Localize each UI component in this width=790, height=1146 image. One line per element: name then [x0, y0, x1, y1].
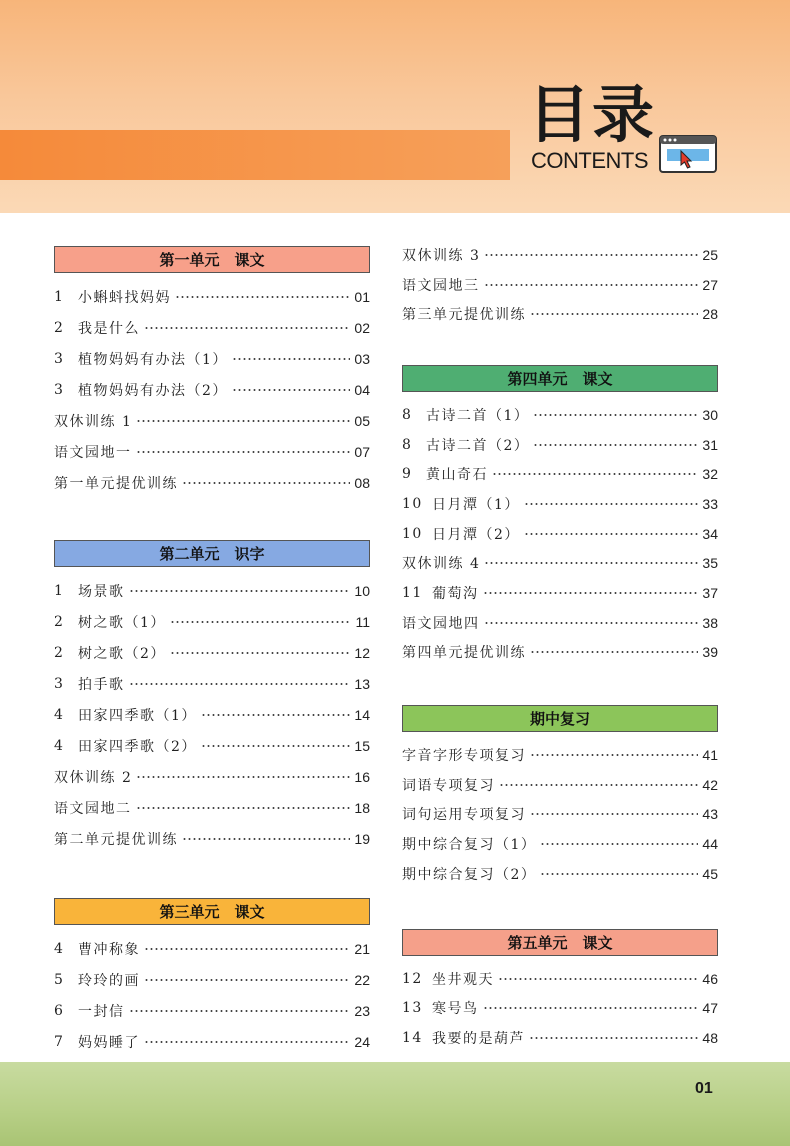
- toc-entry-page: 21: [354, 940, 370, 957]
- dot-leader: [524, 503, 699, 505]
- dot-leader: [499, 784, 698, 786]
- toc-left-column: [54, 246, 370, 1057]
- toc-entry-page: 16: [354, 768, 370, 785]
- toc-entry-page: 39: [702, 644, 718, 661]
- toc-entry-title: 第二单元提优训练: [54, 831, 178, 848]
- dot-leader: [144, 1041, 350, 1043]
- toc-entry[interactable]: [54, 761, 370, 792]
- dot-leader: [484, 254, 698, 256]
- page-number: 01: [695, 1080, 713, 1097]
- unit1-section: [54, 246, 370, 498]
- toc-entry-number: 8: [402, 406, 413, 423]
- dot-leader: [483, 592, 699, 594]
- toc-entry-title: 小蝌蚪找妈妈: [78, 289, 171, 306]
- toc-entry-title: 日月潭（1）: [432, 496, 520, 513]
- dot-leader: [533, 414, 698, 416]
- toc-entry[interactable]: [54, 281, 370, 312]
- toc-entry-page: 34: [702, 525, 718, 542]
- unit1-heading: 第一单元 课文: [54, 246, 370, 273]
- toc-entry-title: 葡萄沟: [432, 586, 479, 603]
- toc-entry-number: 13: [402, 1000, 423, 1017]
- dot-leader: [529, 1037, 698, 1039]
- toc-entry-page: 33: [702, 495, 718, 512]
- toc-entry-page: 04: [354, 381, 370, 398]
- toc-entry[interactable]: [54, 575, 370, 606]
- toc-entry-title: 词句运用专项复习: [402, 807, 526, 824]
- toc-entry[interactable]: [54, 1026, 370, 1057]
- toc-entry[interactable]: [402, 859, 718, 889]
- toc-entry-title: 我要的是葫芦: [432, 1030, 525, 1047]
- dot-leader: [170, 621, 352, 623]
- dot-leader: [533, 444, 698, 446]
- dot-leader: [492, 473, 698, 475]
- toc-entry-title: 田家四季歌（1）: [78, 707, 197, 724]
- toc-entry-page: 05: [354, 412, 370, 429]
- toc-entry[interactable]: [402, 240, 718, 270]
- toc-entry-title: 双休训练 3: [402, 247, 481, 264]
- toc-entry-number: 4: [54, 706, 65, 723]
- page-subtitle: CONTENTS: [531, 148, 648, 173]
- page-title: 目录: [528, 78, 657, 151]
- dot-leader: [530, 754, 698, 756]
- dot-leader: [498, 978, 698, 980]
- toc-entry[interactable]: [54, 374, 370, 405]
- toc-right-column: [402, 240, 718, 1053]
- unit5-section: [402, 929, 718, 1053]
- toc-entry-number: 1: [54, 582, 65, 599]
- dot-leader: [524, 533, 699, 535]
- dot-leader: [232, 389, 351, 391]
- toc-entry-page: 07: [354, 443, 370, 460]
- toc-entry[interactable]: [402, 829, 718, 859]
- toc-entry-number: 4: [54, 737, 65, 754]
- toc-entry-page: 24: [354, 1033, 370, 1050]
- browser-window-icon: [659, 135, 717, 173]
- toc-entry[interactable]: [402, 400, 718, 430]
- unit2-heading: 第二单元 识字: [54, 540, 370, 567]
- toc-entry[interactable]: [402, 800, 718, 830]
- dot-leader: [144, 948, 350, 950]
- toc-entry[interactable]: [402, 299, 718, 329]
- dot-leader: [484, 562, 698, 564]
- dot-leader: [144, 979, 350, 981]
- dot-leader: [484, 284, 699, 286]
- toc-entry-title: 我是什么: [78, 320, 140, 337]
- toc-entry-page: 12: [354, 644, 370, 661]
- dot-leader: [540, 843, 698, 845]
- toc-entry-number: 14: [402, 1029, 423, 1046]
- dot-leader: [484, 622, 699, 624]
- unit3-continued-section: [402, 240, 718, 329]
- dot-leader: [201, 714, 351, 716]
- toc-entry-title: 语文园地三: [402, 277, 480, 294]
- dot-leader: [232, 358, 351, 360]
- toc-entry-title: 古诗二首（1）: [426, 407, 530, 424]
- toc-entry-page: 13: [354, 675, 370, 692]
- toc-entry[interactable]: [54, 343, 370, 374]
- toc-entry-number: 3: [54, 381, 65, 398]
- toc-entry-number: 2: [54, 319, 65, 336]
- toc-entry-page: 15: [354, 737, 370, 754]
- toc-entry[interactable]: [402, 519, 718, 549]
- toc-entry[interactable]: [54, 312, 370, 343]
- toc-entry[interactable]: [54, 933, 370, 964]
- toc-entry-title: 田家四季歌（2）: [78, 738, 197, 755]
- toc-entry-title: 第一单元提优训练: [54, 475, 178, 492]
- dot-leader: [136, 451, 351, 453]
- dot-leader: [136, 420, 350, 422]
- toc-entry-page: 22: [354, 971, 370, 988]
- toc-entry-title: 一封信: [78, 1003, 125, 1020]
- toc-entry[interactable]: [402, 1023, 718, 1053]
- toc-entry-page: 02: [354, 319, 370, 336]
- toc-entry-page: 11: [355, 613, 370, 630]
- toc-entry[interactable]: [402, 740, 718, 770]
- toc-entry-number: 11: [402, 585, 423, 602]
- toc-entry[interactable]: [402, 578, 718, 608]
- toc-entry-title: 古诗二首（2）: [426, 437, 530, 454]
- toc-entry-title: 语文园地一: [54, 444, 132, 461]
- toc-entry-title: 双休训练 2: [54, 769, 133, 786]
- dot-leader: [170, 652, 351, 654]
- toc-entry-number: 3: [54, 675, 65, 692]
- toc-entry-page: 42: [702, 776, 718, 793]
- toc-entry-page: 28: [702, 306, 718, 323]
- toc-entry-page: 18: [354, 799, 370, 816]
- toc-entry-page: 48: [702, 1029, 718, 1046]
- toc-entry-page: 31: [702, 436, 718, 453]
- toc-entry[interactable]: [54, 467, 370, 498]
- toc-entry-title: 坐井观天: [432, 971, 494, 988]
- toc-entry-number: 2: [54, 644, 65, 661]
- toc-entry[interactable]: [54, 792, 370, 823]
- unit3-heading: 第三单元 课文: [54, 898, 370, 925]
- unit3-section: [54, 898, 370, 1057]
- unit4-section: [402, 365, 718, 667]
- toc-entry[interactable]: [402, 489, 718, 519]
- toc-entry-number: 9: [402, 466, 413, 483]
- dot-leader: [144, 327, 350, 329]
- toc-entry-title: 语文园地四: [402, 615, 480, 632]
- toc-entry-number: 1: [54, 288, 65, 305]
- footer-band: [0, 1062, 790, 1146]
- unit4-heading: 第四单元 课文: [402, 365, 718, 392]
- header-accent-bar: [0, 130, 510, 180]
- toc-entry-title: 寒号鸟: [432, 1001, 479, 1018]
- toc-entry-page: 35: [702, 555, 718, 572]
- midterm-heading: 期中复习: [402, 705, 718, 732]
- toc-entry-page: 27: [702, 276, 718, 293]
- toc-entry[interactable]: [54, 823, 370, 854]
- dot-leader: [530, 651, 698, 653]
- unit2-section: [54, 540, 370, 854]
- toc-entry-page: 38: [702, 614, 718, 631]
- toc-entry-title: 双休训练 4: [402, 556, 481, 573]
- toc-entry-page: 25: [702, 246, 718, 263]
- toc-entry-page: 43: [702, 806, 718, 823]
- toc-entry-number: 4: [54, 940, 65, 957]
- toc-entry-title: 植物妈妈有办法（2）: [78, 382, 228, 399]
- toc-entry-number: 2: [54, 613, 65, 630]
- toc-entry-page: 46: [702, 970, 718, 987]
- toc-entry-title: 期中综合复习（1）: [402, 837, 537, 854]
- toc-entry[interactable]: [54, 964, 370, 995]
- toc-entry-page: 14: [354, 706, 370, 723]
- toc-entry-title: 字音字形专项复习: [402, 748, 526, 765]
- toc-entry[interactable]: [402, 638, 718, 668]
- toc-entry[interactable]: [402, 770, 718, 800]
- toc-entry[interactable]: [402, 608, 718, 638]
- toc-entry-page: 03: [354, 350, 370, 367]
- toc-entry[interactable]: [54, 637, 370, 668]
- toc-entry-title: 妈妈睡了: [78, 1034, 140, 1051]
- toc-entry-number: 12: [402, 970, 423, 987]
- toc-entry-page: 37: [702, 585, 718, 602]
- toc-entry-title: 场景歌: [78, 583, 125, 600]
- dot-leader: [129, 1010, 351, 1012]
- toc-entry-page: 47: [702, 1000, 718, 1017]
- toc-entry-number: 5: [54, 971, 65, 988]
- dot-leader: [129, 590, 351, 592]
- dot-leader: [136, 807, 351, 809]
- dot-leader: [530, 313, 698, 315]
- toc-entry-number: 10: [402, 495, 423, 512]
- dot-leader: [483, 1007, 699, 1009]
- toc-entry-title: 玲玲的画: [78, 972, 140, 989]
- dot-leader: [182, 838, 350, 840]
- toc-entry[interactable]: [54, 995, 370, 1026]
- toc-entry-title: 期中综合复习（2）: [402, 866, 537, 883]
- toc-entry-title: 树之歌（1）: [78, 614, 166, 631]
- toc-entry-number: 7: [54, 1033, 65, 1050]
- toc-entry-number: 10: [402, 525, 423, 542]
- toc-entry-page: 19: [354, 830, 370, 847]
- dot-leader: [540, 873, 698, 875]
- toc-entry-title: 语文园地二: [54, 800, 132, 817]
- dot-leader: [136, 776, 350, 778]
- dot-leader: [182, 482, 350, 484]
- toc-entry[interactable]: [402, 270, 718, 300]
- toc-entry-page: 10: [354, 582, 370, 599]
- toc-entry[interactable]: [54, 668, 370, 699]
- dot-leader: [129, 683, 351, 685]
- toc-entry[interactable]: [54, 730, 370, 761]
- toc-entry[interactable]: [402, 549, 718, 579]
- toc-entry-title: 黄山奇石: [426, 467, 488, 484]
- toc-entry-number: 8: [402, 436, 413, 453]
- toc-entry-page: 32: [702, 466, 718, 483]
- toc-entry-page: 08: [354, 474, 370, 491]
- toc-entry[interactable]: [402, 430, 718, 460]
- toc-entry-title: 树之歌（2）: [78, 645, 166, 662]
- dot-leader: [201, 745, 351, 747]
- toc-entry-title: 第三单元提优训练: [402, 307, 526, 324]
- toc-entry-page: 01: [354, 288, 370, 305]
- toc-entry-page: 30: [702, 406, 718, 423]
- toc-entry[interactable]: [54, 436, 370, 467]
- dot-leader: [175, 296, 350, 298]
- toc-entry[interactable]: [402, 993, 718, 1023]
- toc-entry-title: 双休训练 1: [54, 413, 133, 430]
- toc-entry-number: 6: [54, 1002, 65, 1019]
- toc-entry-title: 植物妈妈有办法（1）: [78, 351, 228, 368]
- dot-leader: [530, 813, 698, 815]
- toc-entry[interactable]: [54, 699, 370, 730]
- toc-entry[interactable]: [54, 405, 370, 436]
- unit5-heading: 第五单元 课文: [402, 929, 718, 956]
- midterm-section: [402, 705, 718, 888]
- toc-entry-number: 3: [54, 350, 65, 367]
- toc-entry-title: 曹冲称象: [78, 941, 140, 958]
- toc-entry-page: 45: [702, 865, 718, 882]
- toc-entry-page: 41: [702, 747, 718, 764]
- toc-entry[interactable]: [402, 964, 718, 994]
- toc-entry-title: 词语专项复习: [402, 777, 495, 794]
- toc-entry[interactable]: [402, 459, 718, 489]
- toc-entry-title: 拍手歌: [78, 676, 125, 693]
- toc-entry-title: 日月潭（2）: [432, 526, 520, 543]
- toc-entry[interactable]: [54, 606, 370, 637]
- toc-entry-page: 44: [702, 836, 718, 853]
- toc-entry-page: 23: [354, 1002, 370, 1019]
- toc-entry-title: 第四单元提优训练: [402, 645, 526, 662]
